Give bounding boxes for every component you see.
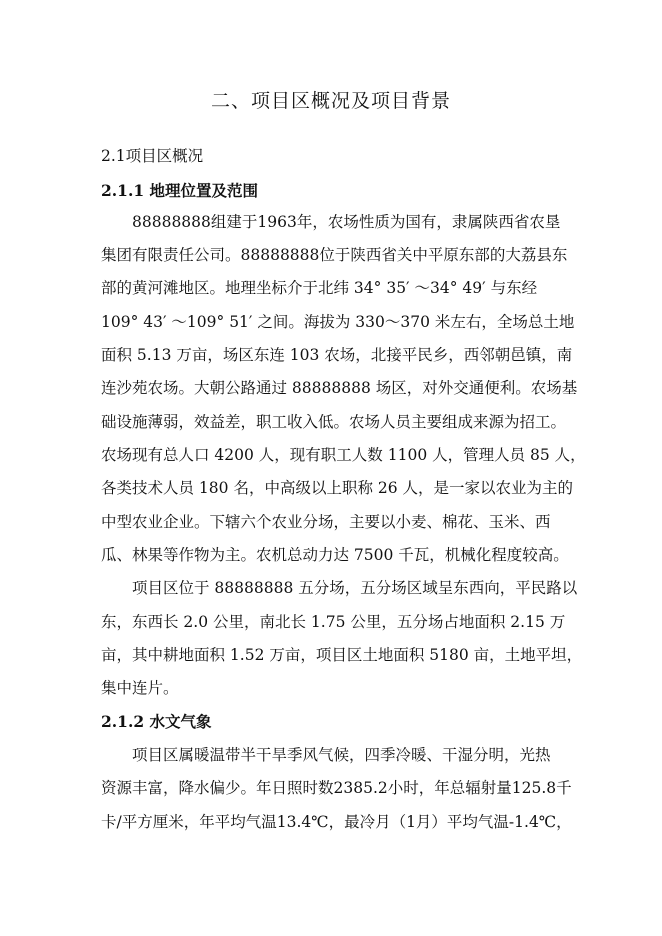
subsection-heading-2-1-2: 2.1.2 水文气象: [101, 712, 212, 731]
subsection-heading-2-1-1: 2.1.1 地理位置及范围: [101, 181, 259, 200]
paragraph-line: 集团有限责任公司。88888888位于陕西省关中平原东部的大荔县东: [101, 246, 568, 264]
paragraph-line: 农场现有总人口 4200 人，现有职工人数 1100 人，管理人员 85 人，: [101, 446, 586, 464]
paragraph-line: 109° 43′ ～109° 51′ 之间。海拔为 330～370 米左右，全场总土地: [101, 313, 575, 331]
paragraph-line: 面积 5.13 万亩，场区东连 103 农场，北接平民乡，西邻朝邑镇，南: [101, 346, 573, 364]
paragraph-line: 资源丰富，降水偏少。年日照时数2385.2小时，年总辐射量125.8千: [101, 779, 572, 797]
paragraph-line: 集中连片。: [101, 679, 179, 697]
paragraph-line: 各类技术人员 180 名，中高级以上职称 26 人，是一家以农业为主的: [101, 479, 574, 497]
paragraph-line: 瓜、林果等作物为主。农机总动力达 7500 千瓦，机械化程度较高。: [101, 546, 569, 564]
section-heading-2-1: 2.1项目区概况: [101, 147, 204, 165]
chapter-title: 二、项目区概况及项目背景: [210, 90, 451, 112]
paragraph-line: 亩，其中耕地面积 1.52 万亩，项目区土地面积 5180 亩，土地平坦，: [101, 646, 583, 664]
paragraph-line: 东，东西长 2.0 公里，南北长 1.75 公里，五分场占地面积 2.15 万: [101, 613, 566, 631]
paragraph-line: 中型农业企业。下辖六个农业分场，主要以小麦、棉花、玉米、西: [101, 513, 551, 531]
paragraph-line: 项目区位于 88888888 五分场，五分场区域呈东西向，平民路以: [101, 579, 578, 597]
paragraph-line: 础设施薄弱，效益差，职工收入低。农场人员主要组成来源为招工。: [101, 413, 567, 431]
paragraph-line: 部的黄河滩地区。地理坐标介于北纬 34° 35′ ～34° 49′ 与东经: [101, 279, 538, 297]
paragraph-line: 卡/平方厘米，年平均气温13.4℃，最冷月（1月）平均气温-1.4℃，: [101, 813, 572, 831]
paragraph-line: 项目区属暖温带半干旱季风气候，四季冷暖、干湿分明，光热: [101, 746, 551, 764]
paragraph-line: 88888888组建于1963年，农场性质为国有，隶属陕西省农垦: [101, 213, 561, 231]
paragraph-line: 连沙苑农场。大朝公路通过 88888888 场区，对外交通便利。农场基: [101, 379, 578, 397]
